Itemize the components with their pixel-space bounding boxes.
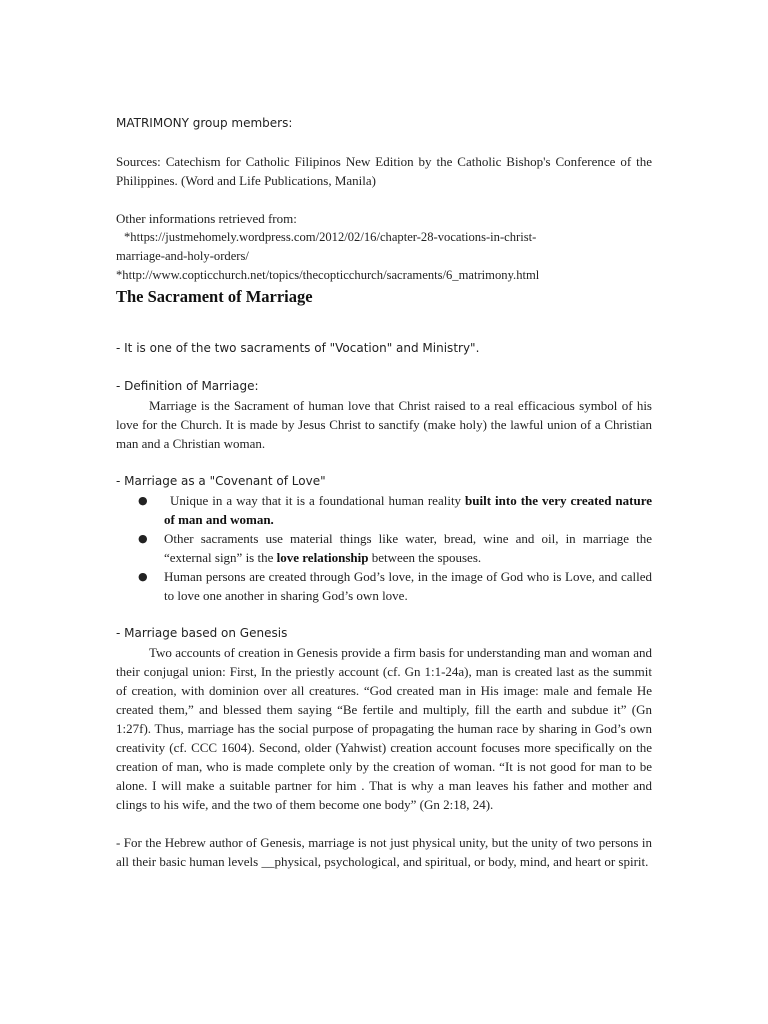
source-link-1-continued: marriage-and-holy-orders/ (116, 249, 249, 263)
genesis-body: Two accounts of creation in Genesis provide a firm basis for understanding man and woman and their conjugal union: First, In the priestly account (cf. Gn 1:1-24a), man is created last as the summit of creation, with dominion over all creatures. “God created man in His image: male and female He created them,” and blessed them saying “Be fertile and multiply, fill the earth and subdue it” (Gn 1:27f). Thus, marriage has the social purpose of propagating the human race by sharing in God’s own creativity (cf. CCC 1604). Second, older (Yahwist) creation account focuses more specifically on the creation of man, who is made complete only by the creation of woman. “It is not good for man to be alone. I will make a suitable partner for him . That is why a man leaves his father and mother and clings to his wife, and the two of them become one body” (Gn 2:18, 24). (116, 645, 652, 813)
sources-paragraph: Sources: Catechism for Catholic Filipinos New Edition by the Catholic Bishop's Conference of the Philippines. (Word and Life Publications, Manila) (116, 154, 652, 188)
definition-body: Marriage is the Sacrament of human love that Christ raised to a real efficacious symbol of his love for the Church. It is made by Jesus Christ to sanctify (make holy) the lawful union of a Christian man and a Christian woman. (116, 398, 652, 452)
vocation-line: - It is one of the two sacraments of "Vocation" and Ministry". (116, 341, 480, 356)
bullet-icon: ● (138, 532, 148, 546)
bullet-icon: ● (138, 494, 148, 508)
genesis-label: - Marriage based on Genesis (116, 626, 288, 641)
source-link-1: *https://justmehomely.wordpress.com/2012/02/16/chapter-28-vocations-in-christ- (124, 230, 537, 244)
hebrew-paragraph: - For the Hebrew author of Genesis, marriage is not just physical unity, but the unity of two persons in all their basic human levels __physical, psychological, and spiritual, or body, mind, and heart or spirit. (116, 835, 652, 870)
list-item: ● Unique in a way that it is a foundational human reality built into the very created nature of man and woman. (138, 493, 652, 528)
group-members-line: MATRIMONY group members: (116, 116, 293, 130)
covenant-bullet-list (116, 491, 652, 605)
definition-label: - Definition of Marriage: (116, 379, 259, 394)
other-info-label: Other informations retrieved from: (116, 211, 297, 226)
covenant-label: - Marriage as a "Covenant of Love" (116, 474, 326, 489)
page-title: The Sacrament of Marriage (116, 287, 313, 306)
bullet-icon: ● (138, 570, 148, 584)
list-item: ● Other sacraments use material things like water, bread, wine and oil, in marriage the “external sign” is the love relationship between the spouses. (138, 531, 652, 566)
list-item: ● Human persons are created through God’s love, in the image of God who is Love, and called to love one another in sharing God’s own love. (138, 569, 652, 604)
source-link-2: *http://www.copticchurch.net/topics/thecopticchurch/sacraments/6_matrimony.html (116, 268, 540, 282)
